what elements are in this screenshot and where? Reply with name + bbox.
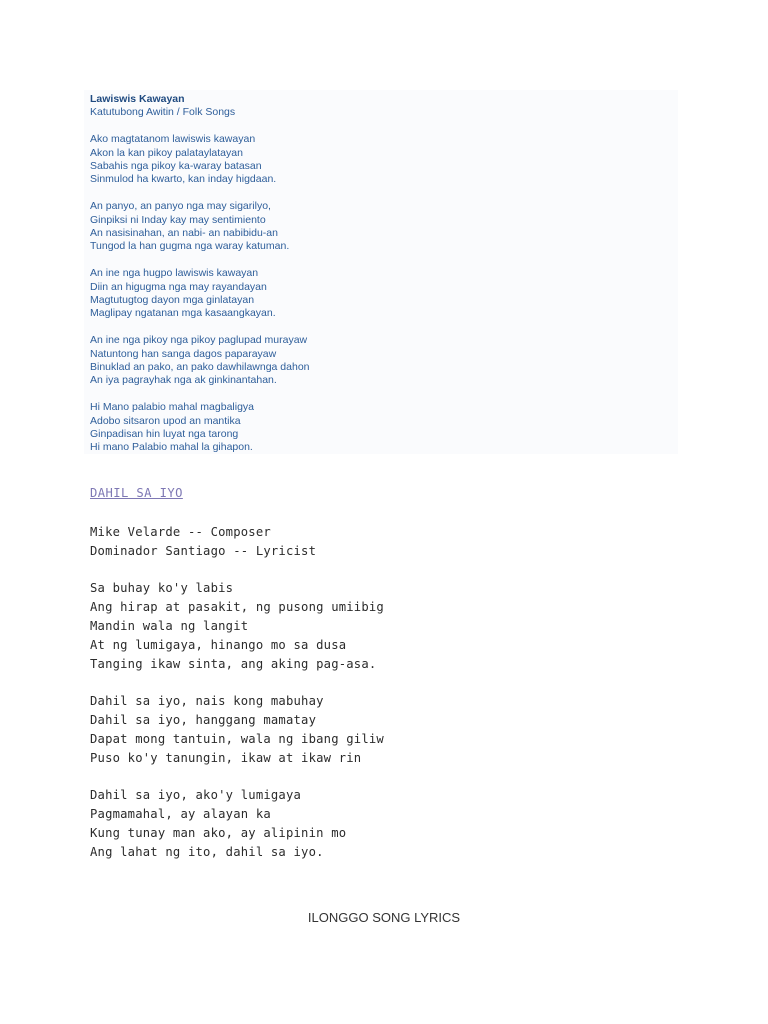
- lyric-line: Tanging ikaw sinta, ang aking pag-asa.: [90, 656, 377, 671]
- lyric-line: Adobo sitsaron upod an mantika: [90, 414, 241, 427]
- lyric-line: Ang lahat ng ito, dahil sa iyo.: [90, 844, 324, 859]
- lyric-line: Dapat mong tantuin, wala ng ibang giliw: [90, 731, 384, 746]
- lyric-line: Magtutugtog dayon mga ginlatayan: [90, 294, 255, 307]
- stanza-gap: [90, 120, 670, 133]
- lyric-line: Puso ko'y tanungin, ikaw at ikaw rin: [90, 750, 362, 765]
- stanza-gap: [90, 673, 650, 692]
- lyric-line: Kung tunay man ako, ay alipinin mo: [90, 825, 347, 840]
- lyric-line: Dahil sa iyo, hanggang mamatay: [90, 712, 317, 727]
- lyric-line: Sabahis nga pikoy ka-waray batasan: [90, 160, 262, 173]
- stanza-gap: [90, 388, 670, 401]
- song-title: Lawiswis Kawayan: [90, 93, 185, 105]
- stanza-gap: [90, 767, 650, 786]
- lyric-line: Dahil sa iyo, ako'y lumigaya: [90, 788, 302, 803]
- lyric-line: An iya pagrayhak nga ak ginkinantahan.: [90, 374, 277, 387]
- lyric-line: Natuntong han sanga dagos paparayaw: [90, 347, 277, 360]
- song-subtitle: Katutubong Awitin / Folk Songs: [90, 106, 236, 119]
- lyric-line: Sinmulod ha kwarto, kan inday higdaan.: [90, 173, 277, 186]
- lyric-line: Hi mano Palabio mahal la gihapon.: [90, 441, 253, 454]
- lyric-line: An panyo, an panyo nga may sigarilyo,: [90, 200, 271, 213]
- lyric-line: Mike Velarde -- Composer: [90, 525, 271, 539]
- stanza-gap: [90, 561, 650, 580]
- lyric-line: An ine nga hugpo lawiswis kawayan: [90, 267, 259, 280]
- lyric-line: At ng lumigaya, hinango mo sa dusa: [90, 637, 347, 652]
- dahil-sa-iyo-link[interactable]: DAHIL SA IYO: [90, 486, 183, 500]
- lyric-line: Ginpadisan hin luyat nga tarong: [90, 428, 239, 441]
- song-dahil-sa-iyo: [90, 523, 650, 861]
- lyric-line: Ginpiksi ni Inday kay may sentimiento: [90, 213, 266, 226]
- lyric-line: Tungod la han gugma nga waray katuman.: [90, 240, 290, 253]
- lyric-line: Maglipay ngatanan mga kasaangkayan.: [90, 307, 276, 320]
- lyric-line: Hi Mano palabio mahal magbaligya: [90, 401, 255, 414]
- lyric-line: Akon la kan pikoy palataylatayan: [90, 146, 243, 159]
- lyric-line: Sa buhay ko'y labis: [90, 581, 234, 596]
- lyric-line: Ako magtatanom lawiswis kawayan: [90, 133, 256, 146]
- lyric-line: An ine nga pikoy nga pikoy paglupad murayaw: [90, 334, 308, 347]
- lyric-line: Diin an higugma nga may rayandayan: [90, 280, 267, 293]
- stanza-gap: [90, 187, 670, 200]
- lyric-line: Pagmamahal, ay alayan ka: [90, 806, 271, 821]
- lyric-line: Dahil sa iyo, nais kong mabuhay: [90, 694, 324, 709]
- stanza-gap: [90, 321, 670, 334]
- page-footer-caption: ILONGGO SONG LYRICS: [307, 910, 461, 925]
- lyric-line: Binuklad an pako, an pako dawhilawnga dahon: [90, 361, 310, 374]
- lyric-line: Dominador Santiago -- Lyricist: [90, 543, 317, 558]
- stanza-gap: [90, 254, 670, 267]
- lyric-line: An nasisinahan, an nabi- an nabibidu-an: [90, 227, 278, 240]
- song-stanzas: [90, 120, 670, 455]
- song-lawiswis-kawayan: [90, 93, 670, 455]
- lyric-line: Ang hirap at pasakit, ng pusong umiibig: [90, 600, 384, 615]
- lyric-line: Mandin wala ng langit: [90, 618, 249, 633]
